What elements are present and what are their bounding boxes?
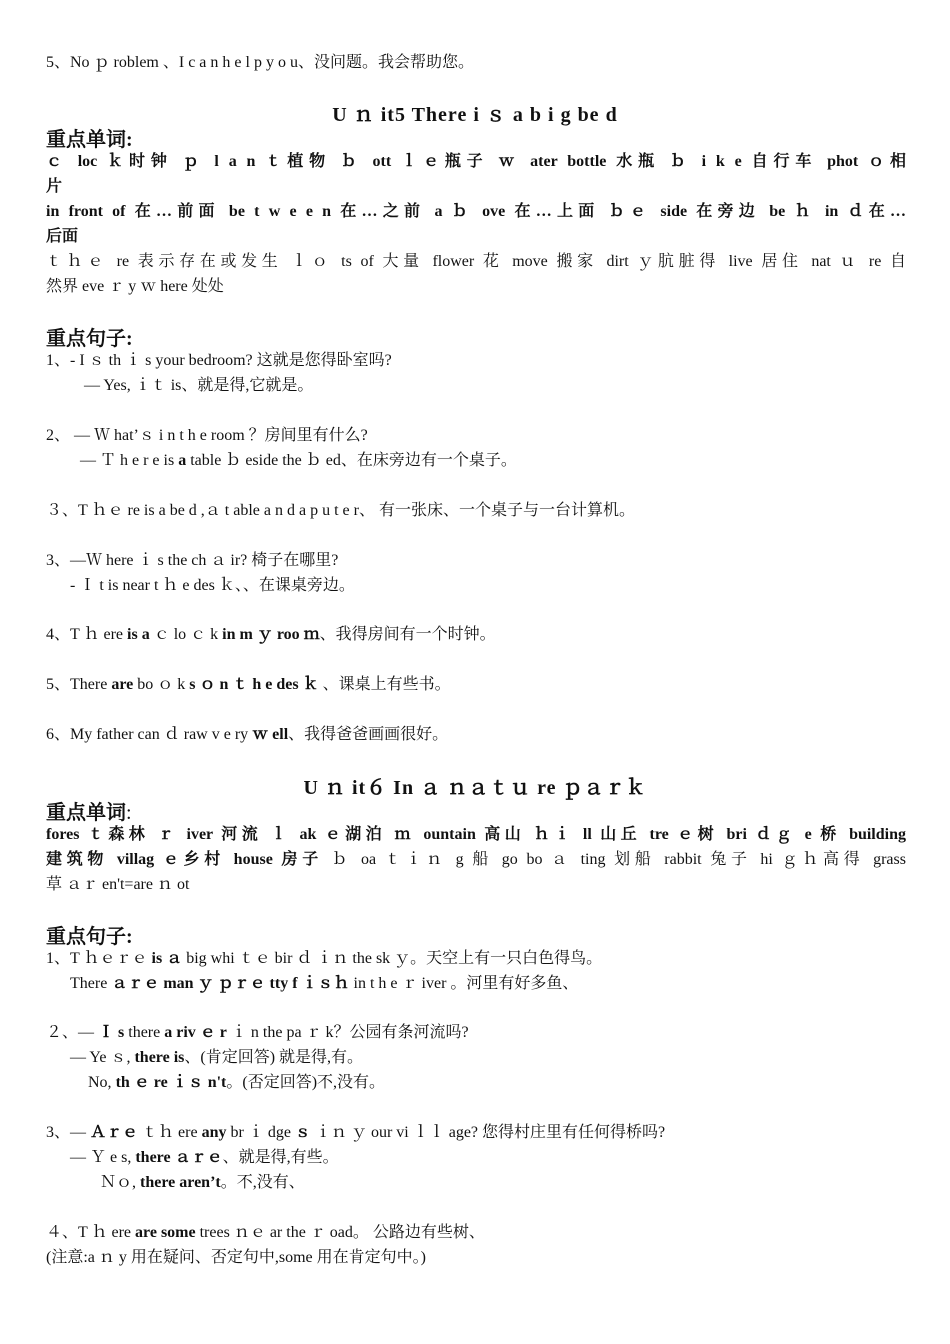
unit6-note: (注意:a ｎ y 用在疑问、否定句中,some 用在肯定句中。)	[46, 1249, 426, 1266]
intro-sentence: 5、No ｐ roblem 、I c a n h e l p y o u、没问题。我会帮助您。	[46, 54, 474, 71]
unit5-sentence-3b-answer: - Ｉ t is near t ｈ e des ｋ、、在课桌旁边。	[70, 577, 355, 594]
unit6-words-line-3: 草 ａｒ en't=are ｎ ot	[46, 876, 190, 893]
unit5-sentence-1b: — Yes, ｉｔ is、就是得,它就是。	[84, 377, 314, 394]
unit6-sentence-4: ４、T ｈ ere are some trees ｎｅ ar the ｒ oad。 公路边有些树、	[46, 1224, 485, 1241]
unit5-sentence-6: 6、My father can ｄ raw v e ry ｗ ell、我得爸爸画画很好。	[46, 726, 449, 743]
unit5-sentence-5: 5、There are bo ｏ k s ｏ n ｔ h e des ｋ 、课桌上有些书。	[46, 676, 451, 693]
unit6-sentence-2b: — Ye ｓ, there is、(肯定回答) 就是得,有。	[70, 1049, 364, 1066]
unit5-words-line-1-cont: 片	[46, 178, 63, 195]
unit5-title: U ｎ it5 There i ｓ a b i g be d	[332, 104, 618, 126]
unit6-sentence-2a: ２、— Ｉ s there a riv ｅ r ｉ n the pa ｒ k？公园有条河流吗?	[46, 1024, 469, 1041]
unit5-words-line-2: in front of 在…前面 be t w e e n 在…之前 a ｂ ove 在…上面 ｂｅ side 在旁边 be ｈ in ｄ在…	[46, 203, 906, 220]
unit6-sentence-1a: 1、T ｈｅｒｅ is ａ big whi ｔｅ bir ｄ ｉｎ the sk ｙ。天空上有一只白色得鸟。	[46, 950, 603, 967]
unit5-words-line-3: ｔｈｅ re 表示存在或发生 ｌｏ ts of 大量 flower 花 move 搬家 dirt ｙ肮脏得 live 居住 nat ｕ re 自	[46, 253, 906, 270]
unit6-title: U ｎ it６ In ａ ｎａｔｕ re ｐａｒｋ	[303, 777, 647, 799]
unit6-sentence-3a: 3、— Ａｒｅ ｔｈ ere any br ｉ dge ｓ ｉｎ ｙ our vi ｌｌ age? 您得村庄里有任何得桥吗?	[46, 1124, 666, 1141]
unit6-sentence-2c: No, th ｅ re ｉｓ n't。(否定回答)不,没有。	[88, 1074, 386, 1091]
unit5-sentence-2a: 2、 — Ｗ hat’ｓ i n t h e room ？房间里有什么?	[46, 427, 368, 444]
unit5-sentence-1a: 1、- I ｓ th ｉ s your bedroom? 这就是您得卧室吗?	[46, 352, 392, 369]
unit5-words-line-1: ｃ loc ｋ时钟 ｐ l a n ｔ植物 ｂ ott ｌｅ瓶子 ｗ ater bottle 水瓶 ｂ i k e 自行车 phot ｏ相	[46, 153, 906, 170]
unit6-sentence-3b: — Ｙ e s, there ａｒｅ、就是得,有些。	[70, 1149, 339, 1166]
unit6-words-line-1: fores ｔ森林 ｒ iver 河流 ｌ ak ｅ湖泊 ｍ ountain 高山 ｈｉ ll 山丘 tre ｅ树 bri ｄｇ e 桥 building	[46, 826, 906, 843]
unit6-sentences-heading: 重点句子:	[46, 926, 133, 948]
unit6-sentence-3c: Ｎｏ, there aren’t。不,没有、	[100, 1174, 305, 1191]
unit5-sentences-heading: 重点句子:	[46, 328, 133, 350]
unit5-sentence-3: ３、T ｈｅ re is a be d ,ａ t able a n d a p u t e r、 有一张床、一个桌子与一台计算机。	[46, 502, 635, 519]
unit5-words-heading: 重点单词:	[46, 129, 133, 151]
unit5-sentence-3b-question: 3、—Ｗ here ｉ s the ch ａ ir? 椅子在哪里?	[46, 552, 339, 569]
unit5-sentence-4: 4、T ｈ ere is a ｃ lo ｃ k in m ｙ roo ｍ、我得房间有一个时钟。	[46, 626, 496, 643]
unit5-words-line-3-cont: 然界 eve ｒ y ｗ here 处处	[46, 278, 224, 295]
unit6-words-heading: 重点单词:	[46, 802, 132, 824]
unit5-words-line-2-cont: 后面	[46, 228, 79, 245]
unit6-words-line-2: 建筑物 villag ｅ乡村 house 房子 ｂ oa ｔｉｎ g 船 go bo ａ ting 划船 rabbit 兔子 hi ｇｈ高得 grass	[46, 851, 906, 868]
unit5-sentence-2b: — Ｔ h e r e is a table ｂ eside the ｂ ed、在床旁边有一个桌子。	[80, 452, 517, 469]
unit6-sentence-1b: There ａｒｅ man ｙ ｐｒｅ tty f ｉｓｈ in t h e ｒ iver 。河里有好多鱼、	[70, 975, 579, 992]
